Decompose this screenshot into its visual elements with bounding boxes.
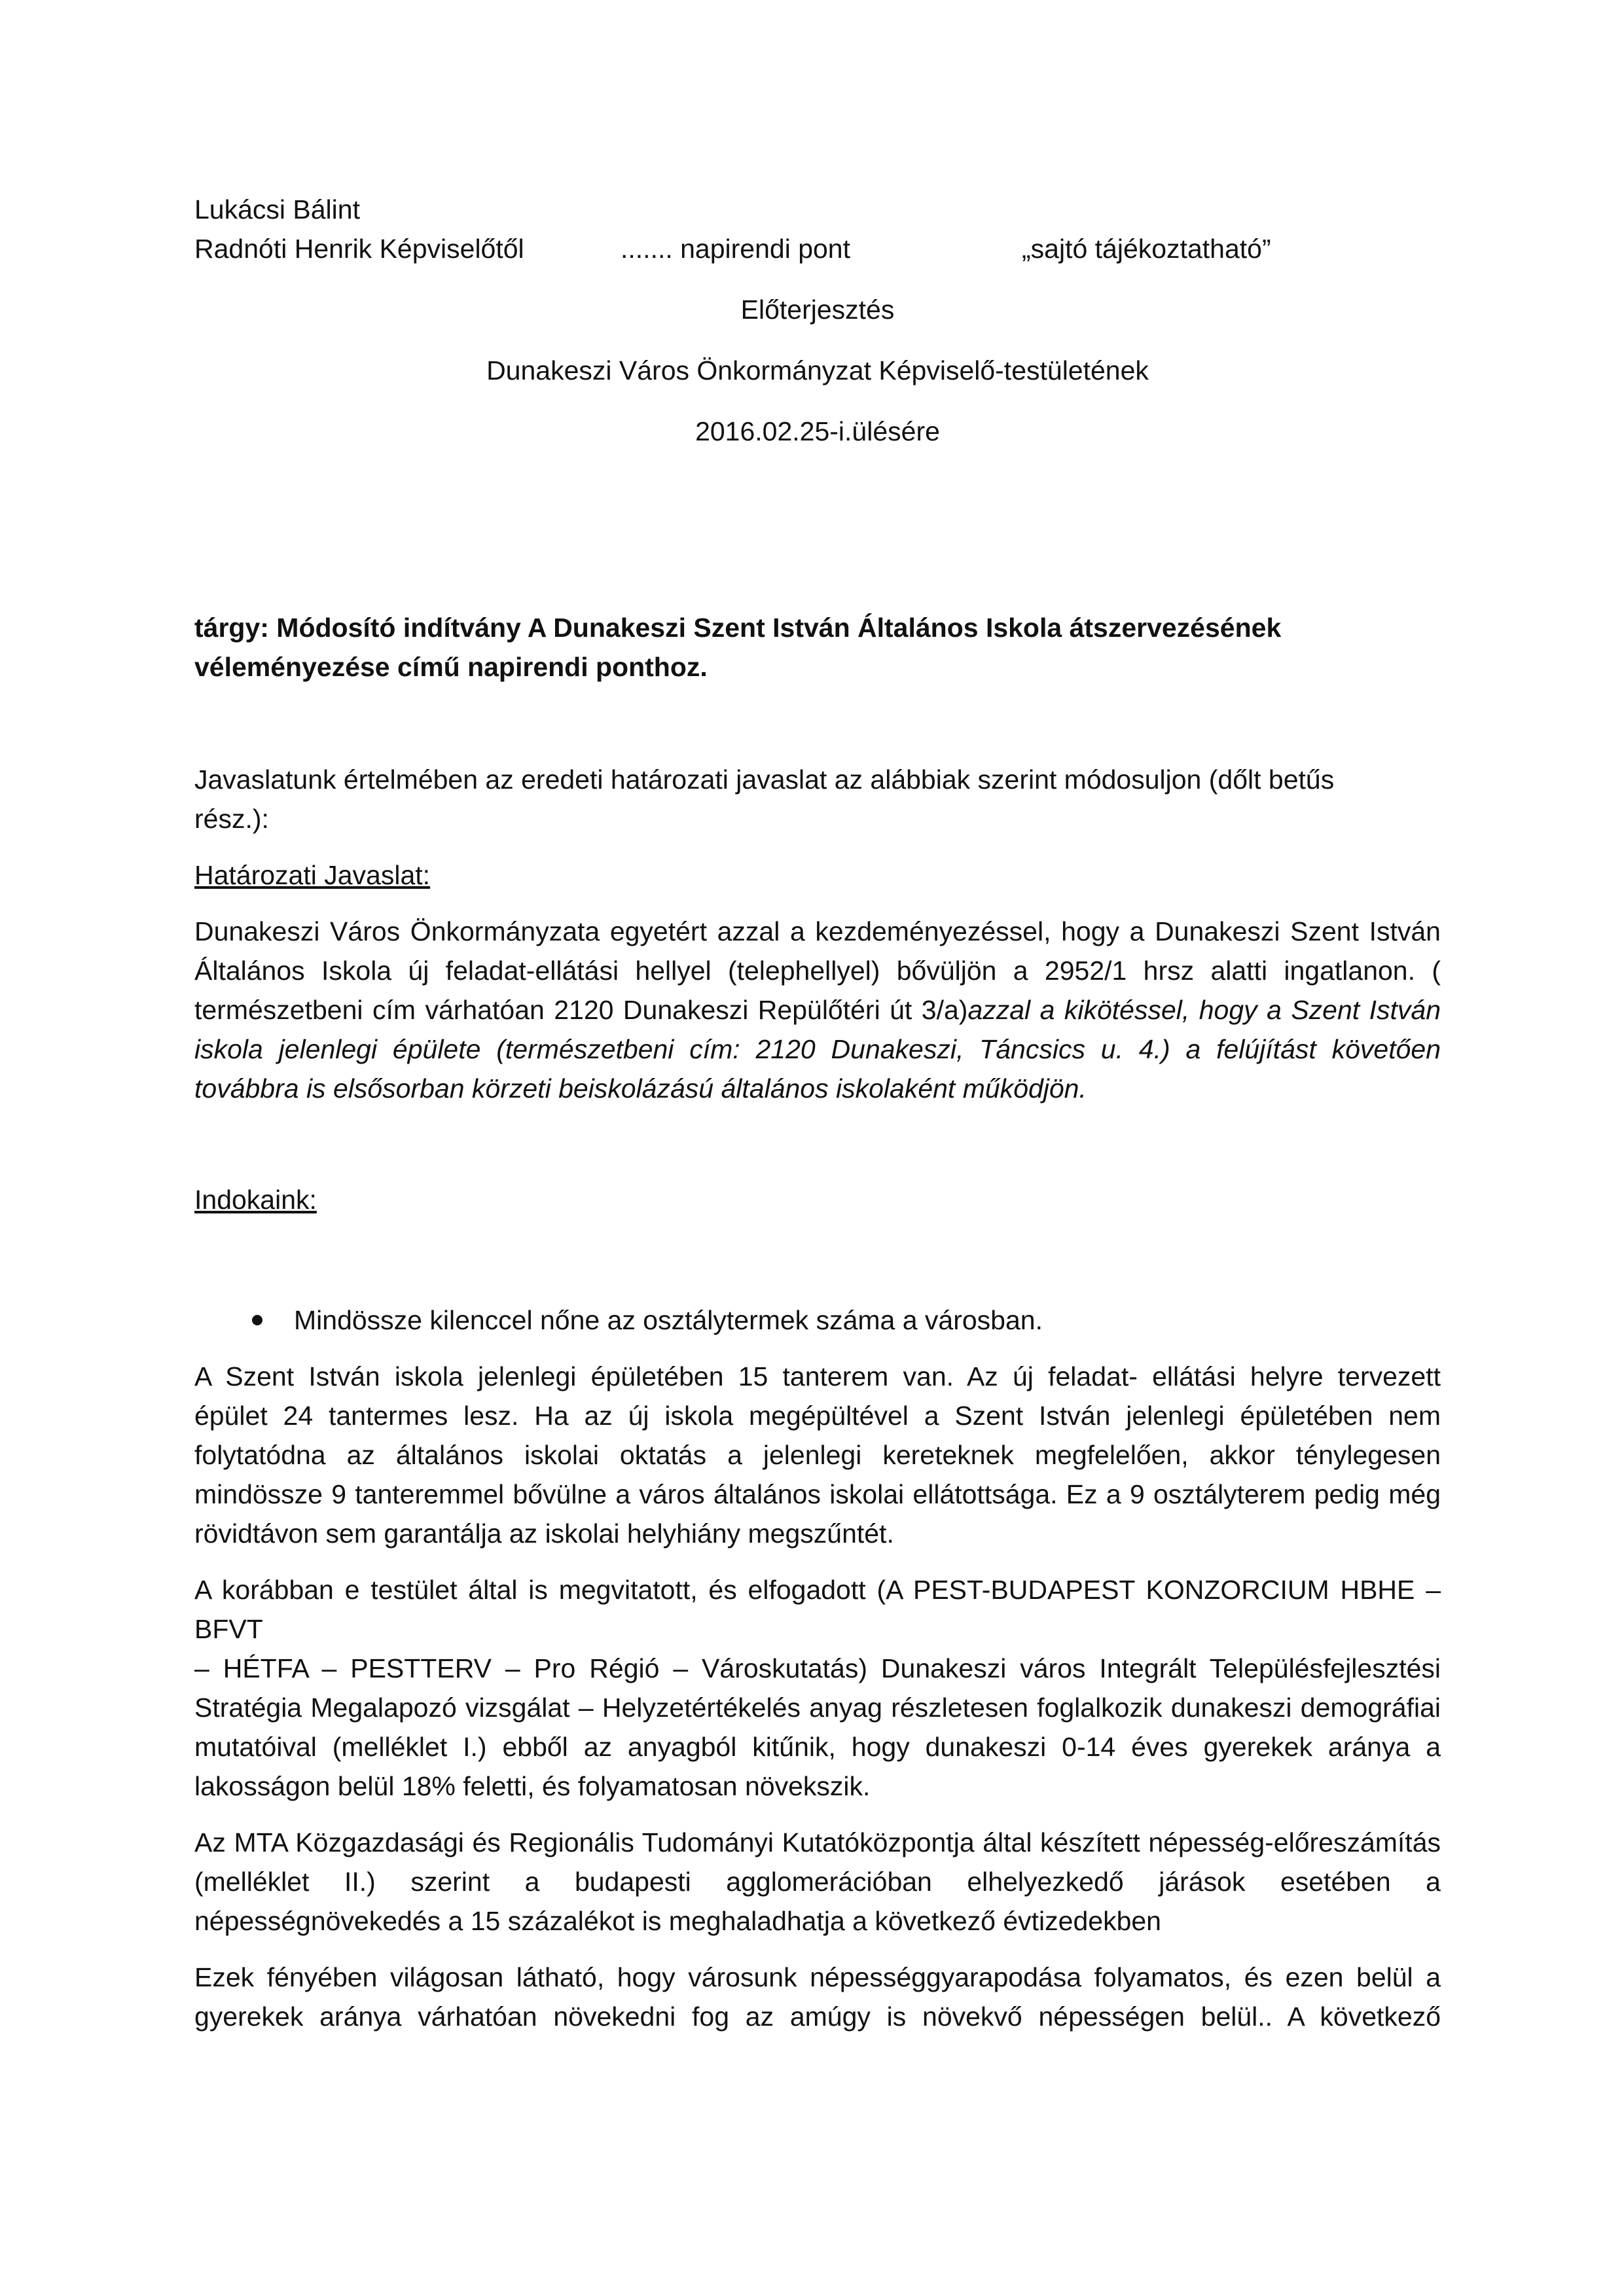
reason-paragraph-3 bbox=[194, 1823, 1441, 1941]
resolution-line-3-normal: természetbeni cím várhatóan 2120 Dunakeszi Repülőtéri út 3/a) bbox=[194, 995, 968, 1025]
reasons-bullet-list bbox=[194, 1300, 1441, 1340]
resolution-line-1: Dunakeszi Város Önkormányzata egyetért azzal a kezdeményezéssel, hogy a Dunakeszi Szent István bbox=[194, 916, 1441, 946]
intro-line-2: rész.): bbox=[194, 804, 269, 834]
author-name: Lukácsi Bálint bbox=[194, 194, 360, 224]
bullet-text: Mindössze kilenccel nőne az osztálytermek száma a városban. bbox=[294, 1305, 1043, 1335]
paragraph-line: lakosságon belül 18% feletti, és folyamatosan növekszik. bbox=[194, 1771, 871, 1801]
resolution-line-3 bbox=[194, 990, 1441, 1030]
reason-paragraph-4 bbox=[194, 1958, 1441, 2036]
document-body bbox=[194, 190, 1441, 2036]
reason-paragraph-1 bbox=[194, 1357, 1441, 1553]
paragraph-line: népességnövekedés a 15 százalékot is meghaladhatja a következő évtizedekben bbox=[194, 1906, 1161, 1936]
subject-line-2: véleményezése című napirendi ponthoz. bbox=[194, 652, 708, 682]
paragraph-line: (melléklet II.) szerint a budapesti agglomerációban elhelyezkedő járások esetében a bbox=[194, 1867, 1441, 1897]
paragraph-line: mindössze 9 tanteremmel bővülne a város általános iskolai ellátottsága. Ez a 9 osztályterem pedig még bbox=[194, 1479, 1441, 1509]
paragraph-line: Az MTA Közgazdasági és Regionális Tudományi Kutatóközpontja által készített népesség-előreszámítás bbox=[194, 1827, 1441, 1857]
paragraph-line: A korábban e testület által is megvitatott, és elfogadott (A PEST-BUDAPEST KONZORCIUM HBHE – BFVT bbox=[194, 1575, 1441, 1644]
resolution-text bbox=[194, 912, 1441, 1108]
resolution-heading: Határozati Javaslat: bbox=[194, 860, 431, 890]
paragraph-line: A Szent István iskola jelenlegi épületében 15 tanterem van. Az új feladat- ellátási helyre tervezett bbox=[194, 1361, 1441, 1391]
resolution-line-4: iskola jelenlegi épülete (természetbeni cím: 2120 Dunakeszi, Táncsics u. 4.) a felújítást követően bbox=[194, 1034, 1441, 1064]
paragraph-line: – HÉTFA – PESTTERV – Pro Régió – Városkutatás) Dunakeszi város Integrált Településfejlesztési bbox=[194, 1653, 1441, 1683]
paragraph-line: gyerekek aránya várhatóan növekedni fog az amúgy is növekvő népességen belül.. A következő bbox=[194, 2001, 1441, 2032]
paragraph-line: rövidtávon sem garantálja az iskolai helyhiány megszűntét. bbox=[194, 1518, 894, 1549]
press-note: „sajtó tájékoztatható” bbox=[1022, 234, 1271, 264]
agenda-point: ....... napirendi pont bbox=[621, 234, 851, 264]
paragraph-line: mutatóival (melléklet I.) ebből az anyagból kitűnik, hogy dunakeszi 0-14 éves gyerekek aránya a bbox=[194, 1732, 1441, 1762]
intro-line-1: Javaslatunk értelmében az eredeti határozati javaslat az alábbiak szerint módosuljon (dőlt betűs bbox=[194, 764, 1335, 795]
resolution-line-2: Általános Iskola új feladat-ellátási hellyel (telephellyel) bővüljön a 2952/1 hrsz alatti ingatlanon. ( bbox=[194, 956, 1441, 986]
paragraph-line: folytatódna az általános iskolai oktatás a jelenlegi kereteknek megfelelően, akkor ténylegesen bbox=[194, 1440, 1441, 1470]
doc-title: Előterjesztés bbox=[740, 295, 895, 325]
sender-line: Radnóti Henrik Képviselőtől bbox=[194, 234, 524, 264]
paragraph-line: épület 24 tantermes lesz. Ha az új iskola megépültével a Szent István jelenlegi épületében nem bbox=[194, 1401, 1441, 1431]
resolution-line-3-italic: azzal a kikötéssel, hogy a Szent István bbox=[967, 995, 1441, 1025]
header-row bbox=[194, 229, 1441, 268]
reasons-heading: Indokaink: bbox=[194, 1185, 317, 1215]
resolution-line-5: továbbra is elsősorban körzeti beiskolázású általános iskolaként működjön. bbox=[194, 1073, 1087, 1103]
reason-paragraph-2 bbox=[194, 1570, 1441, 1806]
list-item bbox=[194, 1300, 1441, 1340]
subject-line-1: tárgy: Módosító indítvány A Dunakeszi Szent István Általános Iskola átszervezésének bbox=[194, 613, 1282, 643]
paragraph-line: Stratégia Megalapozó vizsgálat – Helyzetértékelés anyag részletesen foglalkozik dunakeszi demográfiai bbox=[194, 1693, 1441, 1723]
doc-session-date: 2016.02.25-i.ülésére bbox=[695, 416, 940, 446]
paragraph-line: Ezek fényében világosan látható, hogy városunk népességgyarapodása folyamatos, és ezen belül a bbox=[194, 1962, 1441, 1992]
doc-recipient: Dunakeszi Város Önkormányzat Képviselő-testületének bbox=[486, 355, 1149, 386]
bullet-icon bbox=[252, 1315, 262, 1325]
